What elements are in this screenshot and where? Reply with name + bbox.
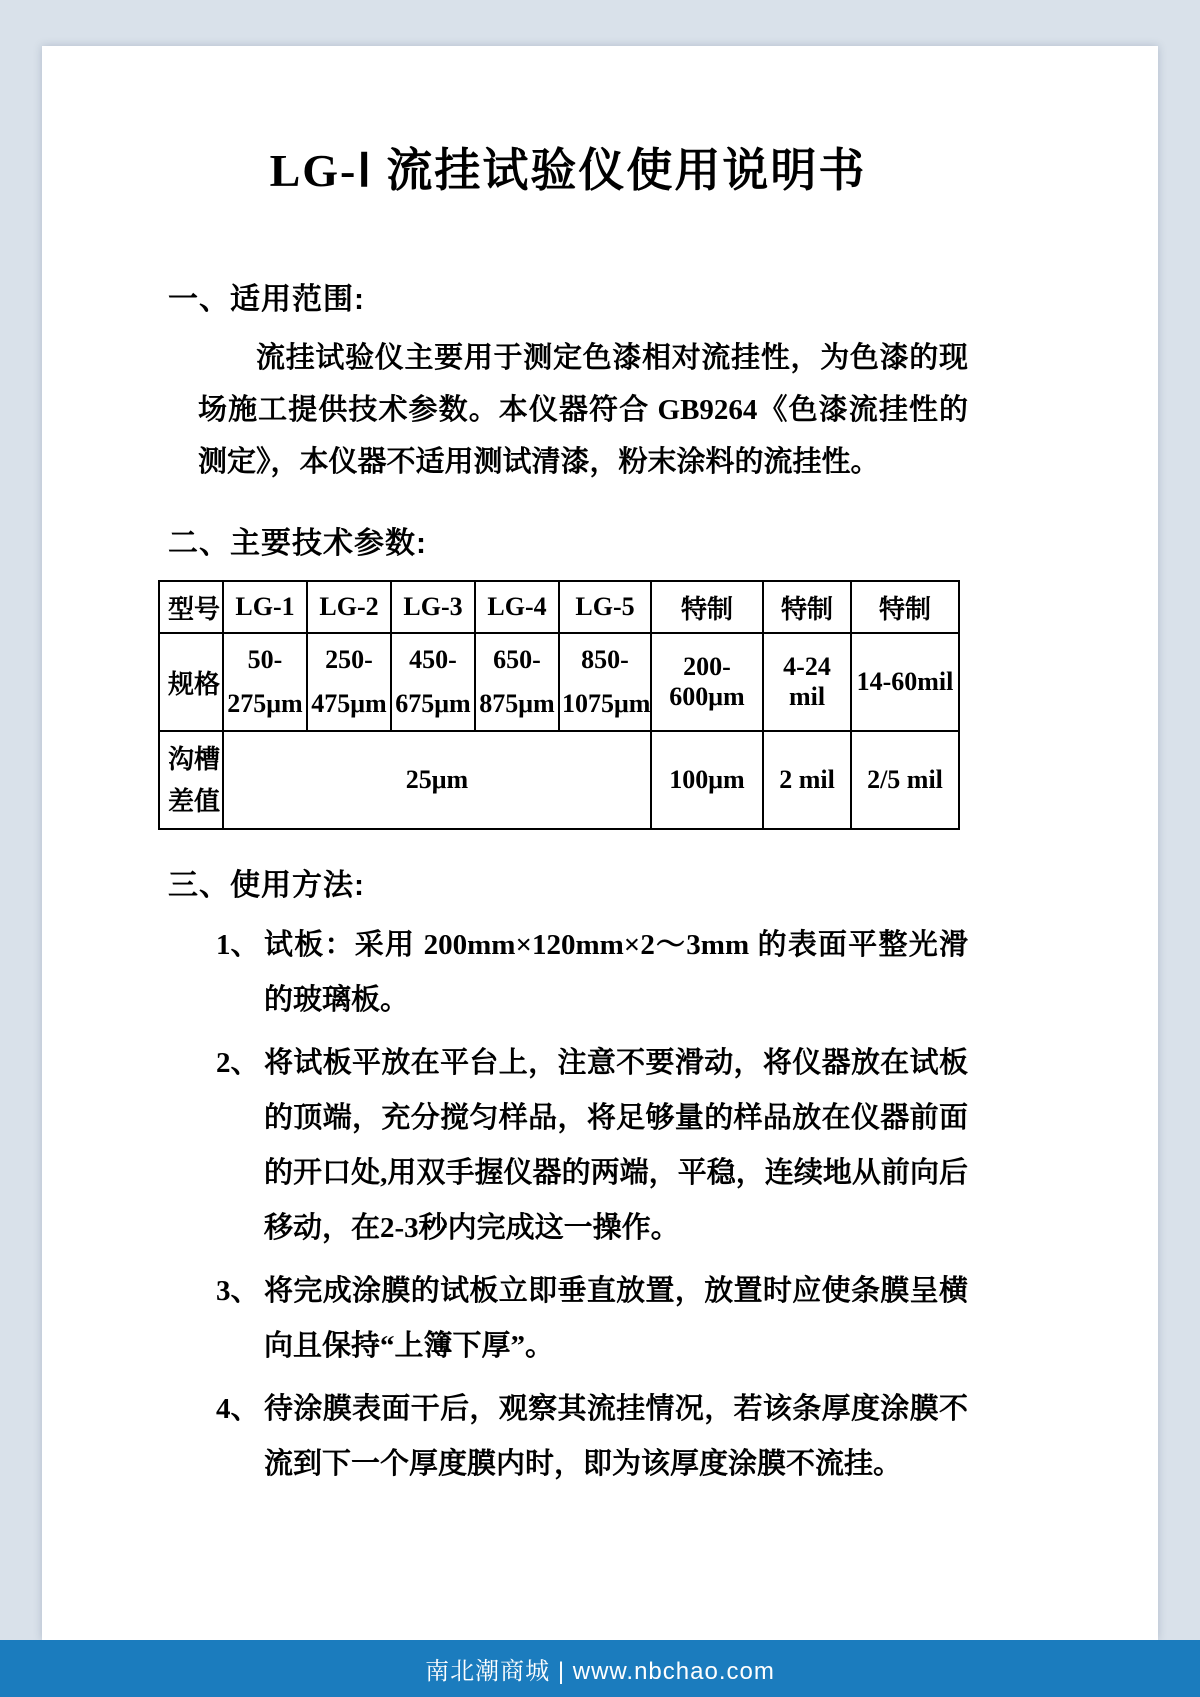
spec-cell-lg4	[475, 633, 559, 731]
header-cell-lg2: LG-2	[307, 581, 391, 633]
header-cell-special-1: 特制	[651, 581, 763, 633]
table-groove-row	[159, 731, 959, 829]
usage-item-number: 3、	[216, 1275, 260, 1307]
spec-value: 875μm	[479, 689, 555, 718]
usage-item-text: 将完成涂膜的试板立即垂直放置，放置时应使条膜呈横向且保持“上簿下厚”。	[264, 1275, 968, 1362]
spec-value: 275μm	[227, 689, 303, 718]
section-scope-heading: 一、适用范围:	[168, 283, 365, 316]
spec-value: 850-	[581, 645, 629, 674]
groove-label-cell	[159, 731, 223, 829]
spec-value: 650-	[493, 645, 541, 674]
usage-item-text: 试板：采用 200mm×120mm×2～3mm 的表面平整光滑的玻璃板。	[264, 929, 968, 1016]
usage-item-text: 待涂膜表面干后，观察其流挂情况，若该条厚度涂膜不流到下一个厚度膜内时，即为该厚度涂膜不流挂。	[264, 1393, 968, 1480]
usage-item-number: 4、	[216, 1393, 260, 1425]
header-cell-special-3: 特制	[851, 581, 959, 633]
groove-merged-cell: 25μm	[223, 731, 651, 829]
table-spec-row	[159, 633, 959, 731]
usage-item-4	[216, 1382, 968, 1492]
header-cell-model: 型号	[159, 581, 223, 633]
document-title: LG-Ⅰ 流挂试验仪使用说明书	[269, 145, 867, 196]
header-cell-special-2: 特制	[763, 581, 851, 633]
spec-cell-special-1: 200-600μm	[651, 633, 763, 731]
spec-value: 675μm	[395, 689, 471, 718]
spec-cell-lg1	[223, 633, 307, 731]
footer-bar	[0, 1640, 1200, 1697]
spec-cell-special-2: 4-24 mil	[763, 633, 851, 731]
usage-item-1	[216, 918, 968, 1028]
document-page	[42, 46, 1158, 1640]
spec-value: 475μm	[311, 689, 387, 718]
groove-cell-special-2: 2 mil	[763, 731, 851, 829]
groove-label-line: 差值	[168, 786, 221, 816]
usage-item-number: 2、	[216, 1047, 260, 1079]
groove-cell-special-3: 2/5 mil	[851, 731, 959, 829]
parameters-table	[158, 580, 960, 830]
header-cell-lg3: LG-3	[391, 581, 475, 633]
groove-label-line: 沟槽	[168, 744, 221, 774]
header-cell-lg5: LG-5	[559, 581, 651, 633]
usage-item-text: 将试板平放在平台上，注意不要滑动，将仪器放在试板的顶端，充分搅匀样品，将足够量的样品放在仪器前面的开口处,用双手握仪器的两端，平稳，连续地从前向后移动，在2-3秒内完成这一操作。	[264, 1047, 968, 1244]
spec-value: 1075μm	[562, 689, 651, 718]
groove-cell-special-1: 100μm	[651, 731, 763, 829]
usage-item-3	[216, 1264, 968, 1374]
spec-value: 250-	[325, 645, 373, 674]
section-usage-heading: 三、使用方法:	[168, 869, 365, 902]
spec-cell-special-3: 14-60mil	[851, 633, 959, 731]
footer-site-text: 南北潮商城 | www.nbchao.com	[425, 1658, 775, 1685]
spec-cell-lg5	[559, 633, 651, 731]
spec-cell-lg2	[307, 633, 391, 731]
usage-item-2	[216, 1036, 968, 1256]
spec-cell-lg3	[391, 633, 475, 731]
section-params-heading: 二、主要技术参数:	[168, 527, 427, 560]
table-header-row	[159, 581, 959, 633]
header-cell-lg4: LG-4	[475, 581, 559, 633]
document-content	[42, 46, 1158, 1492]
header-cell-lg1: LG-1	[223, 581, 307, 633]
usage-item-number: 1、	[216, 929, 260, 961]
spec-value: 50-	[247, 645, 283, 674]
spec-value: 450-	[409, 645, 457, 674]
scope-paragraph: 流挂试验仪主要用于测定色漆相对流挂性，为色漆的现场施工提供技术参数。本仪器符合 GB9264《色漆流挂性的测定》，本仪器不适用测试清漆，粉末涂料的流挂性。	[198, 342, 968, 478]
spec-label-cell: 规格	[159, 633, 223, 731]
